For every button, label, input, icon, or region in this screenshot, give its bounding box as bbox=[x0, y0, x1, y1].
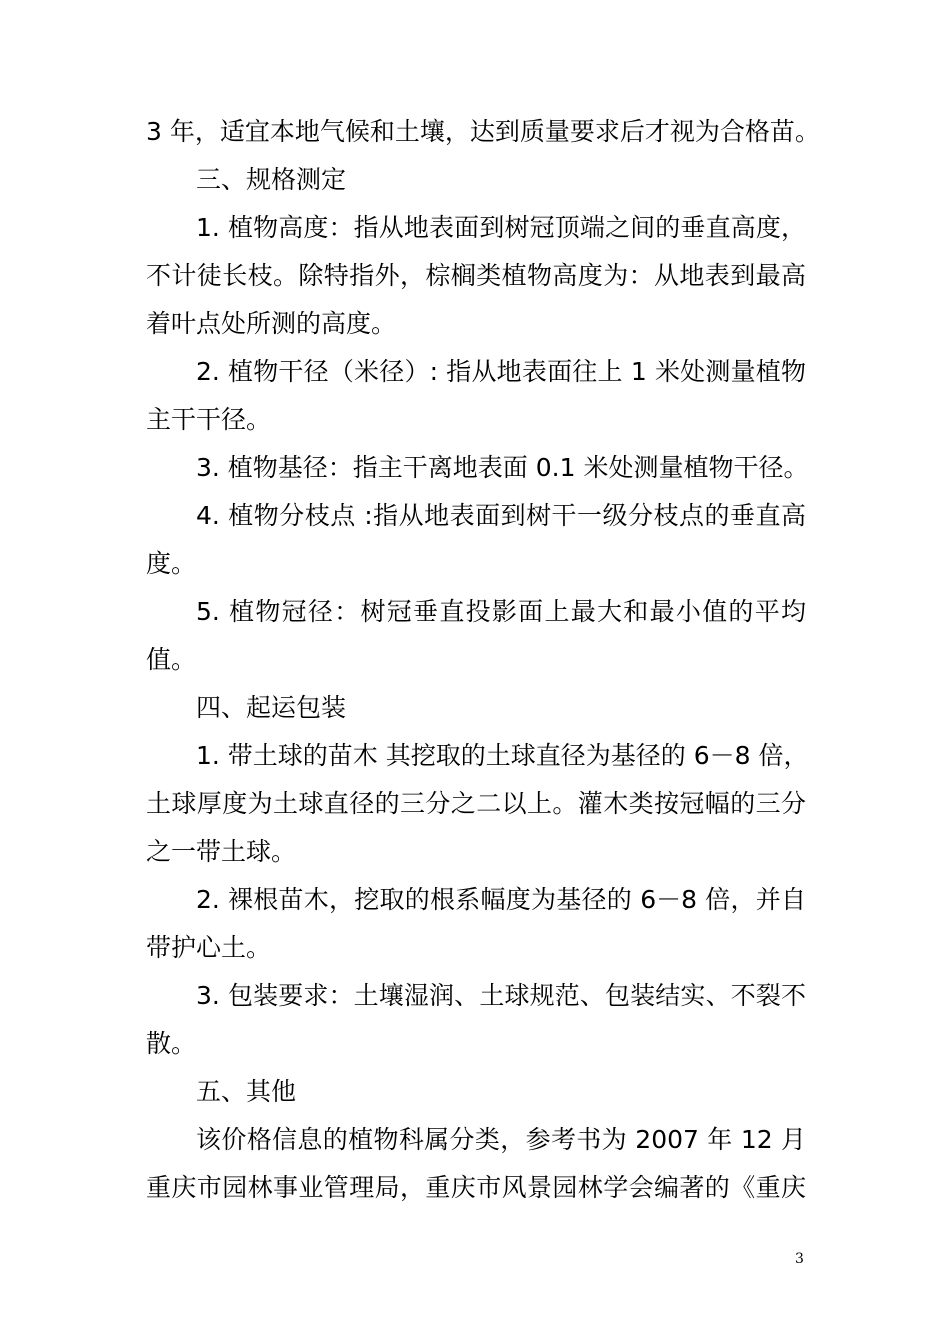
text-line bbox=[0, 108, 950, 156]
line-text: 带护心土。 bbox=[146, 933, 272, 962]
line-text: 四、起运包装 bbox=[196, 693, 347, 722]
line-text: 3 年，适宜本地气候和土壤，达到质量要求后才视为合格苗。 bbox=[146, 117, 820, 146]
line-text: 土球厚度为土球直径的三分之二以上。灌木类按冠幅的三分 bbox=[146, 789, 806, 818]
line-text: 1. 带土球的苗木 其挖取的土球直径为基径的 6－8 倍， bbox=[196, 741, 809, 770]
line-text: 2. 植物干径（米径）: 指从地表面往上 1 米处测量植物 bbox=[196, 357, 806, 386]
line-text: 1. 植物高度：指从地表面到树冠顶端之间的垂直高度， bbox=[196, 213, 806, 242]
section-heading bbox=[0, 156, 950, 204]
line-text: 5. 植物冠径：树冠垂直投影面上最大和最小值的平均 bbox=[196, 597, 806, 626]
text-line bbox=[0, 876, 950, 924]
text-line bbox=[0, 1164, 950, 1212]
text-line bbox=[0, 1020, 950, 1068]
section-heading bbox=[0, 684, 950, 732]
line-text: 度。 bbox=[146, 549, 197, 578]
section-heading bbox=[0, 1068, 950, 1116]
line-text: 着叶点处所测的高度。 bbox=[146, 309, 397, 338]
line-text: 3. 植物基径：指主干离地表面 0.1 米处测量植物干径。 bbox=[196, 453, 809, 482]
text-line bbox=[0, 396, 950, 444]
text-line bbox=[0, 348, 950, 396]
text-line bbox=[0, 540, 950, 588]
text-line bbox=[0, 1116, 950, 1164]
text-line bbox=[0, 444, 950, 492]
text-line bbox=[0, 588, 950, 636]
text-line bbox=[0, 492, 950, 540]
text-line bbox=[0, 252, 950, 300]
text-line bbox=[0, 300, 950, 348]
line-text: 五、其他 bbox=[196, 1077, 297, 1106]
text-line bbox=[0, 924, 950, 972]
line-text: 不计徒长枝。除特指外，棕榈类植物高度为：从地表到最高 bbox=[146, 261, 806, 290]
text-line bbox=[0, 780, 950, 828]
line-text: 散。 bbox=[146, 1029, 197, 1058]
text-line bbox=[0, 828, 950, 876]
line-text: 主干干径。 bbox=[146, 405, 272, 434]
line-text: 三、规格测定 bbox=[196, 165, 347, 194]
line-text: 之一带土球。 bbox=[146, 837, 297, 866]
line-text: 值。 bbox=[146, 645, 197, 674]
line-text: 该价格信息的植物科属分类，参考书为 2007 年 12 月 bbox=[196, 1125, 806, 1154]
text-line bbox=[0, 636, 950, 684]
line-text: 重庆市园林事业管理局，重庆市风景园林学会编著的《重庆 bbox=[146, 1173, 806, 1202]
text-line bbox=[0, 204, 950, 252]
line-text: 4. 植物分枝点 :指从地表面到树干一级分枝点的垂直高 bbox=[196, 501, 806, 530]
line-text: 2. 裸根苗木，挖取的根系幅度为基径的 6－8 倍，并自 bbox=[196, 885, 806, 914]
line-text: 3. 包装要求：土壤湿润、土球规范、包装结实、不裂不 bbox=[196, 981, 806, 1010]
text-line bbox=[0, 972, 950, 1020]
page-number: 3 bbox=[795, 1251, 804, 1267]
text-line bbox=[0, 732, 950, 780]
